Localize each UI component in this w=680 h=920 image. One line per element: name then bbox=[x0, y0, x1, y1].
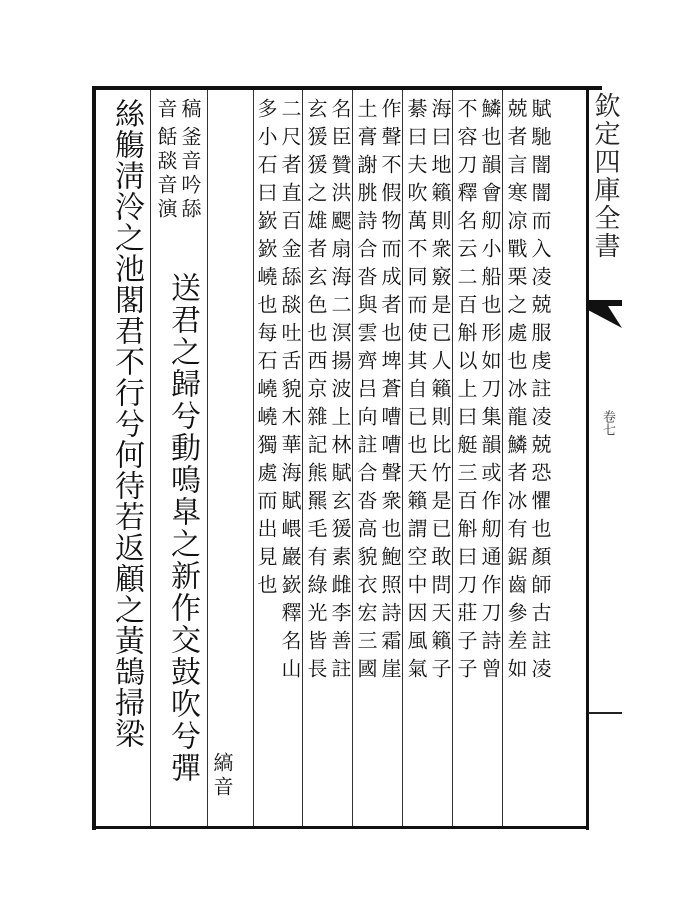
commentary-column-1 bbox=[504, 98, 552, 686]
main-text-column-7: 送君之歸兮動鳴臯之新作交鼓吹兮彈 bbox=[165, 272, 200, 784]
commentary-tail: 縞音 bbox=[210, 752, 234, 800]
column-rule bbox=[302, 90, 303, 826]
commentary-column-6 bbox=[254, 98, 302, 686]
commentary-column-5 bbox=[304, 98, 352, 686]
commentary-line: 鱗也韻會舠小船也形如刀集韻或作舠通作刀詩曾 bbox=[478, 98, 502, 686]
commentary-line: 綦曰夫吹萬不同而使其自已也天籟謂空中因風氣 bbox=[404, 98, 428, 686]
commentary-line: 釜音吟舔 bbox=[178, 126, 202, 222]
frame-top-border bbox=[92, 86, 602, 90]
commentary-line: 賦馳闇闇而入凌兢服虔註凌兢恐懼也顏師古註凌 bbox=[528, 98, 552, 686]
commentary-head-b bbox=[154, 126, 202, 222]
column-rule bbox=[352, 90, 353, 826]
commentary-line: 二尺者直百金舔舕吐舌貌木華海賦㟪巖嶔釋名山 bbox=[278, 98, 302, 686]
commentary-line: 名臣贊洪颸扇海二溟揚波上林賦玄猨素雌李善註 bbox=[328, 98, 352, 686]
commentary-line: 玄猨猨之雄者玄色也西京雜記熊羆毛有綠光皆長 bbox=[304, 98, 328, 686]
commentary-line: 作聲不假物而成者也埤蒼嘈嘈聲衆也鮑照詩霜崖 bbox=[378, 98, 402, 686]
commentary-line: 不容刀釋名云二百斛以上曰艇三百斛曰刀莊子子 bbox=[454, 98, 478, 686]
gutter-title: 欽定四庫全書 bbox=[590, 92, 620, 260]
commentary-head bbox=[154, 98, 202, 122]
commentary-column-3 bbox=[404, 98, 452, 686]
column-rule bbox=[502, 90, 503, 826]
commentary-line: 多小石曰嶔嶔嶢也每石嶢嶢獨處而出見也 bbox=[254, 98, 278, 602]
commentary-column-4 bbox=[354, 98, 402, 686]
juan-number: 卷七 bbox=[600, 410, 615, 436]
main-text-column-8: 絲觴淸泠之池閣君不行兮何待若返顧之黃鵠掃梁 bbox=[109, 98, 144, 749]
column-rule bbox=[452, 90, 453, 826]
commentary-line: 稿 bbox=[178, 98, 202, 122]
gutter-tick bbox=[588, 712, 622, 714]
commentary-line: 海曰地籟則衆竅是已人籟則比竹是已敢問天籟子 bbox=[428, 98, 452, 686]
commentary-line: 土膏謝朓詩合沓與雲齊吕向註合沓高貌衣宏三國 bbox=[354, 98, 378, 686]
column-rule bbox=[207, 90, 208, 826]
commentary-column-2 bbox=[454, 98, 502, 686]
frame-left-border bbox=[92, 86, 96, 830]
fishtail-mark bbox=[588, 300, 622, 330]
commentary-line: 兢者言寒凉戰栗之處也冰龍鱗者冰有鋸齒參差如 bbox=[504, 98, 528, 686]
frame-bottom-border bbox=[92, 826, 588, 829]
column-rule bbox=[150, 90, 151, 826]
commentary-line: 音 bbox=[154, 98, 178, 122]
frame-right-border bbox=[586, 86, 589, 830]
commentary-line: 餂舕音演 bbox=[154, 126, 178, 222]
column-rule bbox=[402, 90, 403, 826]
